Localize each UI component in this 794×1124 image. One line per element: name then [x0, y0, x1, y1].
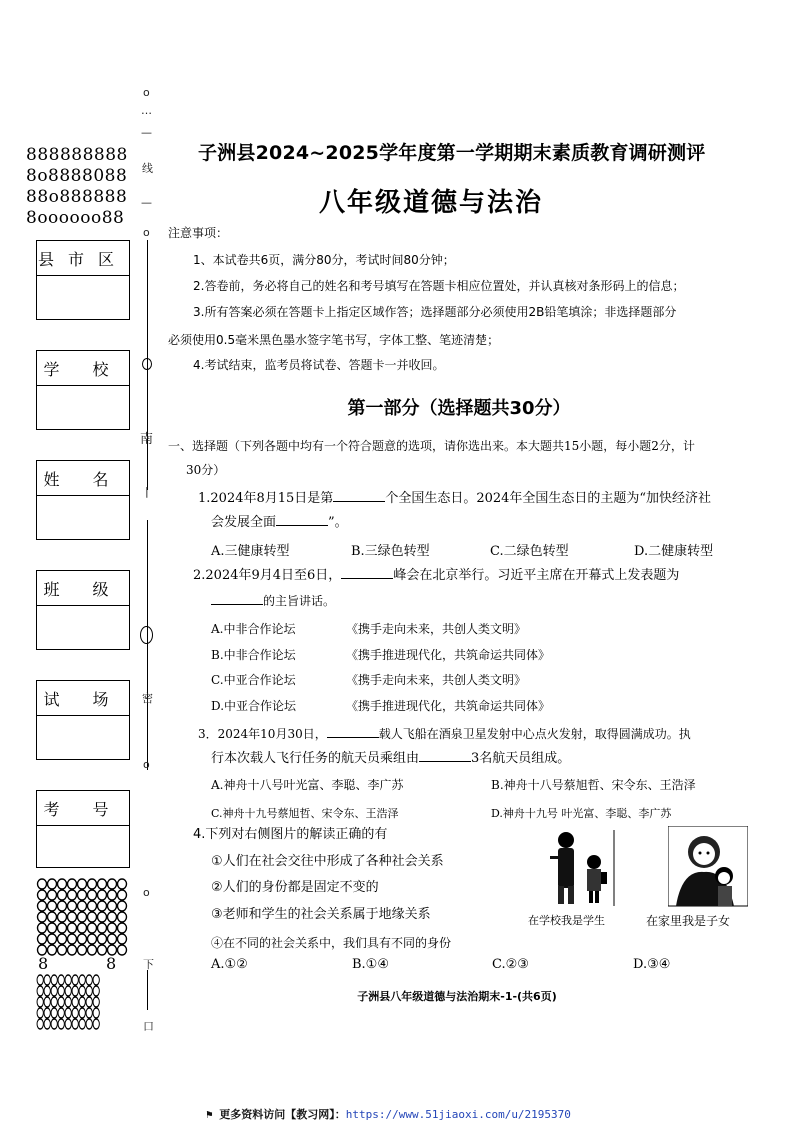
notice-item: 2.答卷前，务必将自己的姓名和考号填写在答题卡相应位置处，并认真核对条形码上的信息；: [193, 279, 685, 293]
binding-char: |: [145, 485, 149, 498]
field-blank-exam-number[interactable]: [36, 826, 130, 868]
field-label-name: 姓 名: [36, 460, 130, 496]
question-2-stem: [193, 566, 679, 585]
q4-option-a: A.①②: [211, 957, 248, 972]
q2-option-c: [211, 671, 296, 688]
family-illustration: [668, 826, 748, 910]
field-blank-county[interactable]: [36, 276, 130, 320]
q2-option-c-title: 《携手走向未来，共创人类文明》: [346, 673, 527, 687]
field-label-school: 学 校: [36, 350, 130, 386]
q1-text: 会发展全面: [211, 515, 277, 530]
binding-line-middle: [147, 520, 148, 770]
q3-text: 行本次载人飞行任务的航天员乘组由: [211, 751, 420, 766]
q4-statement: ④在不同的社会关系中，我们具有不同的身份: [211, 936, 452, 950]
family-caption: 在家里我是子女: [646, 914, 731, 928]
field-label-class: 班 级: [36, 570, 130, 606]
section-title: 第一部分（选择题共30分）: [347, 398, 571, 419]
promo-link-line: [206, 1106, 571, 1122]
q2-option-b: [211, 646, 296, 663]
q3-text: 3．2024年10月30日，: [198, 727, 327, 741]
q3-text: 3名航天员组成。: [471, 751, 571, 766]
q3-option-a: A.神舟十八号叶光富、李聪、李广苏: [211, 778, 404, 792]
notice-item: 4.考试结束，监考员将试卷、答题卡一并收回。: [193, 358, 445, 372]
field-label-room: 试 场: [36, 680, 130, 716]
q4-statement: ②人们的身份都是固定不变的: [211, 880, 379, 895]
q3-option-b: B.神舟十八号蔡旭哲、宋令东、王浩泽: [491, 778, 696, 792]
q3-option-c: C.神舟十九号蔡旭哲、宋令东、王浩泽: [211, 807, 399, 820]
q2-option-a-title: 《携手走向未来，共创人类文明》: [346, 622, 527, 636]
question-1-stem: [198, 489, 711, 508]
binding-char: —: [141, 196, 152, 209]
q4-option-c: C.②③: [492, 957, 529, 972]
code-line: 888888888: [26, 145, 128, 165]
binding-char: o: [143, 226, 150, 239]
notice-item: 3.所有答案必须在答题卡上指定区域作答；选择题部分必须使用2B铅笔填涂；非选择题部分: [193, 305, 677, 319]
question-3-stem-cont: [211, 749, 570, 768]
option-label: A.中非合作论坛: [211, 622, 296, 636]
question-2-stem-cont: [211, 592, 335, 610]
q2-option-d: [211, 697, 296, 714]
notice-heading: 注意事项：: [168, 226, 229, 240]
binding-char: 密: [142, 692, 153, 705]
binding-char: …: [141, 104, 152, 117]
question-1-stem-cont: [211, 513, 348, 532]
svg-text:8: 8: [106, 954, 117, 973]
q4-option-d: D.③④: [633, 957, 671, 972]
notice-item: 必须使用0.5毫米黑色墨水签字笔书写，字体工整、笔迹清楚；: [168, 333, 500, 347]
answer-blank: [211, 592, 263, 605]
answer-blank: [419, 749, 471, 762]
notice-item: 1、本试卷共6页，满分80分，考试时间80分钟；: [193, 253, 455, 267]
q1-text: 1.2024年8月15日是第: [198, 491, 334, 506]
q2-text: 峰会在北京举行。习近平主席在开幕式上发表题为: [393, 568, 680, 583]
code-line: 8oooooo88: [26, 208, 125, 228]
q4-option-b: B.①④: [352, 957, 389, 972]
q1-text: ”。: [328, 515, 348, 530]
answer-blank: [327, 725, 379, 738]
binding-char: 口: [143, 1020, 154, 1033]
code-line: 88o888888: [26, 187, 128, 207]
exam-title: 子洲县2024~2025学年度第一学期期末素质教育调研测评: [198, 142, 706, 164]
field-blank-room[interactable]: [36, 716, 130, 760]
svg-text:8: 8: [38, 954, 49, 973]
section-intro: 一、选择题（下列各题中均有一个符合题意的选项，请你选出来。本大题共15小题，每小题2分，计: [168, 439, 695, 453]
flag-icon: ⚑: [206, 1108, 213, 1121]
field-label-county: 县市区: [36, 240, 130, 276]
binding-char: 线: [142, 162, 153, 175]
binding-char: o: [143, 86, 150, 99]
q2-option-b-title: 《携手推进现代化，共筑命运共同体》: [346, 648, 551, 662]
binding-char: 下: [143, 958, 154, 971]
school-illustration: [536, 826, 632, 910]
q4-statement: ③老师和学生的社会关系属于地缘关系: [211, 907, 431, 922]
q4-statement: ①人们在社会交往中形成了各种社会关系: [211, 854, 444, 869]
subject-title: 八年级道德与法治: [318, 188, 543, 218]
promo-url-link[interactable]: https://www.51jiaoxi.com/u/2195370: [345, 1108, 571, 1121]
answer-blank: [341, 566, 393, 579]
q1-option-b: B.三绿色转型: [351, 544, 430, 559]
q2-option-d-title: 《携手推进现代化，共筑命运共同体》: [346, 699, 551, 713]
q2-text: 2.2024年9月4日至6日，: [193, 568, 342, 583]
binding-hole: [140, 626, 153, 644]
question-3-stem: [198, 725, 691, 743]
answer-blank: [333, 489, 385, 502]
school-caption: 在学校我是学生: [528, 914, 605, 927]
option-label: B.中非合作论坛: [211, 648, 296, 662]
binding-char: 南: [140, 432, 154, 447]
field-blank-name[interactable]: [36, 496, 130, 540]
binding-char: o: [143, 758, 150, 771]
q1-option-a: A.三健康转型: [211, 544, 290, 559]
q1-text: 个全国生态日。2024年全国生态日的主题为“加快经济社: [385, 491, 712, 506]
page-footer: 子洲县八年级道德与法治期末-1-(共6页): [357, 990, 557, 1003]
code-line: 8o8888088: [26, 166, 128, 186]
q2-option-a: [211, 620, 295, 637]
option-label: D.中亚合作论坛: [211, 699, 297, 713]
option-label: C.中亚合作论坛: [211, 673, 296, 687]
binding-hole: [142, 358, 152, 370]
bubble-pattern: [36, 878, 132, 1034]
promo-text: 更多资料访问【教习网】：: [219, 1108, 346, 1121]
question-4-stem: 4.下列对右侧图片的解读正确的有: [193, 827, 388, 842]
q1-option-d: D.二健康转型: [634, 544, 714, 559]
q2-text: 的主旨讲话。: [263, 594, 336, 608]
field-blank-class[interactable]: [36, 606, 130, 650]
answer-blank: [276, 513, 328, 526]
binding-char: —: [141, 126, 152, 139]
q3-text: 载人飞船在酒泉卫星发射中心点火发射，取得圆满成功。执: [378, 727, 691, 741]
q1-option-c: C.二绿色转型: [490, 544, 569, 559]
section-intro-cont: 30分）: [186, 463, 226, 477]
q3-option-d: D.神舟十九号 叶光富、李聪、李广苏: [491, 807, 672, 820]
field-label-exam-number: 考 号: [36, 790, 130, 826]
binding-char: o: [143, 886, 150, 899]
